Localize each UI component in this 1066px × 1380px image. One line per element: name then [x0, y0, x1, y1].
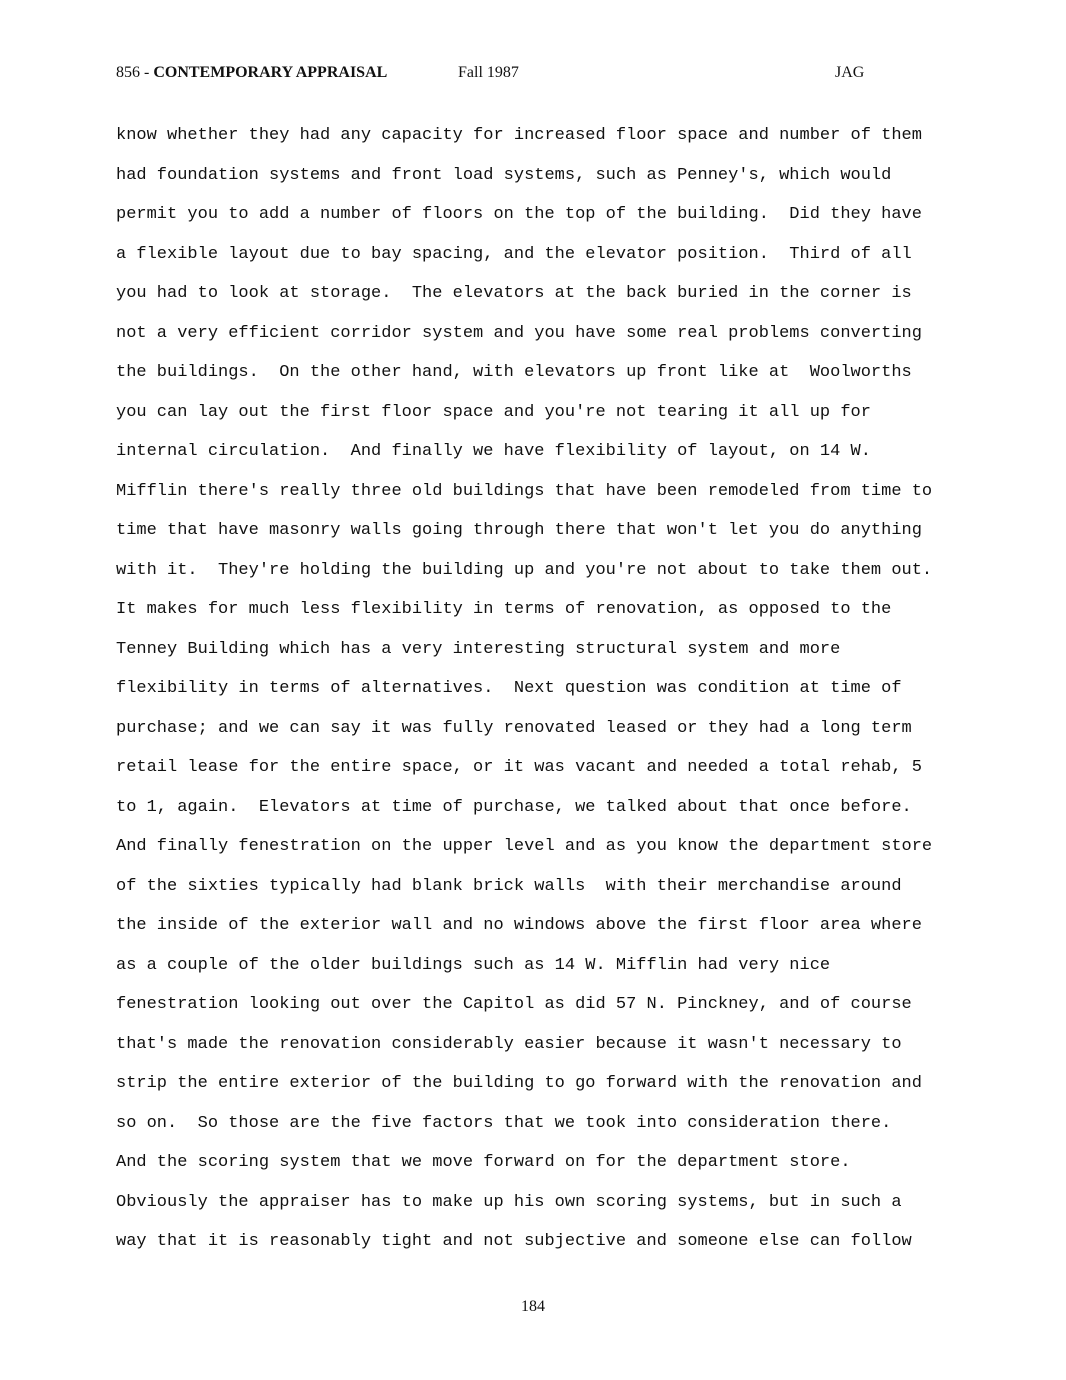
text-line: Tenney Building which has a very interesting structural system and more: [116, 639, 841, 659]
text-line: you can lay out the first floor space and you're not tearing it all up for: [116, 402, 871, 422]
term-label: Fall 1987: [458, 64, 519, 81]
course-heading: [116, 62, 387, 84]
text-line: had foundation systems and front load systems, such as Penney's, which would: [116, 165, 892, 185]
transcript-body: [116, 116, 956, 1262]
text-line: that's made the renovation considerably easier because it wasn't necessary to: [116, 1034, 902, 1054]
text-line: retail lease for the entire space, or it was vacant and needed a total rehab, 5: [116, 758, 922, 777]
text-line: as a couple of the older buildings such as 14 W. Mifflin had very nice: [116, 955, 831, 975]
text-line: flexibility in terms of alternatives. Next question was condition at time of: [116, 679, 902, 698]
course-title: CONTEMPORARY APPRAISAL: [153, 64, 388, 81]
text-line: with it. They're holding the building up and you're not about to take them out.: [116, 560, 933, 580]
text-line: Mifflin there's really three old buildings that have been remodeled from time to: [116, 481, 933, 501]
author-initials: JAG: [835, 64, 865, 81]
course-number: 856 -: [116, 64, 154, 81]
text-line: permit you to add a number of floors on the top of the building. Did they have: [116, 205, 922, 224]
text-line: not a very efficient corridor system and you have some real problems converting: [116, 323, 922, 343]
text-line: of the sixties typically had blank brick walls with their merchandise around: [116, 876, 902, 896]
text-line: to 1, again. Elevators at time of purchase, we talked about that once before.: [116, 797, 912, 817]
text-line: so on. So those are the five factors that we took into consideration there.: [116, 1113, 892, 1133]
text-line: a flexible layout due to bay spacing, and the elevator position. Third of all: [116, 244, 912, 264]
page-header: [116, 62, 876, 86]
text-line: It makes for much less flexibility in terms of renovation, as opposed to the: [116, 600, 892, 619]
text-line: strip the entire exterior of the building to go forward with the renovation and: [116, 1074, 922, 1093]
text-line: fenestration looking out over the Capitol as did 57 N. Pinckney, and of course: [116, 995, 912, 1014]
text-line: the buildings. On the other hand, with elevators up front like at Woolworths: [116, 363, 912, 382]
text-line: time that have masonry walls going through there that won't let you do anything: [116, 521, 922, 540]
text-line: Obviously the appraiser has to make up his own scoring systems, but in such a: [116, 1192, 902, 1212]
text-line: internal circulation. And finally we have flexibility of layout, on 14 W.: [116, 442, 871, 461]
text-line: the inside of the exterior wall and no windows above the first floor area where: [116, 916, 922, 935]
text-line: way that it is reasonably tight and not subjective and someone else can follow: [116, 1232, 912, 1251]
text-line: And the scoring system that we move forward on for the department store.: [116, 1153, 851, 1172]
text-line: purchase; and we can say it was fully renovated leased or they had a long term: [116, 718, 912, 738]
text-line: know whether they had any capacity for increased floor space and number of them: [116, 126, 922, 145]
text-line: And finally fenestration on the upper level and as you know the department store: [116, 837, 933, 856]
page-number: 184: [521, 1298, 545, 1315]
text-line: you had to look at storage. The elevators at the back buried in the corner is: [116, 284, 912, 303]
